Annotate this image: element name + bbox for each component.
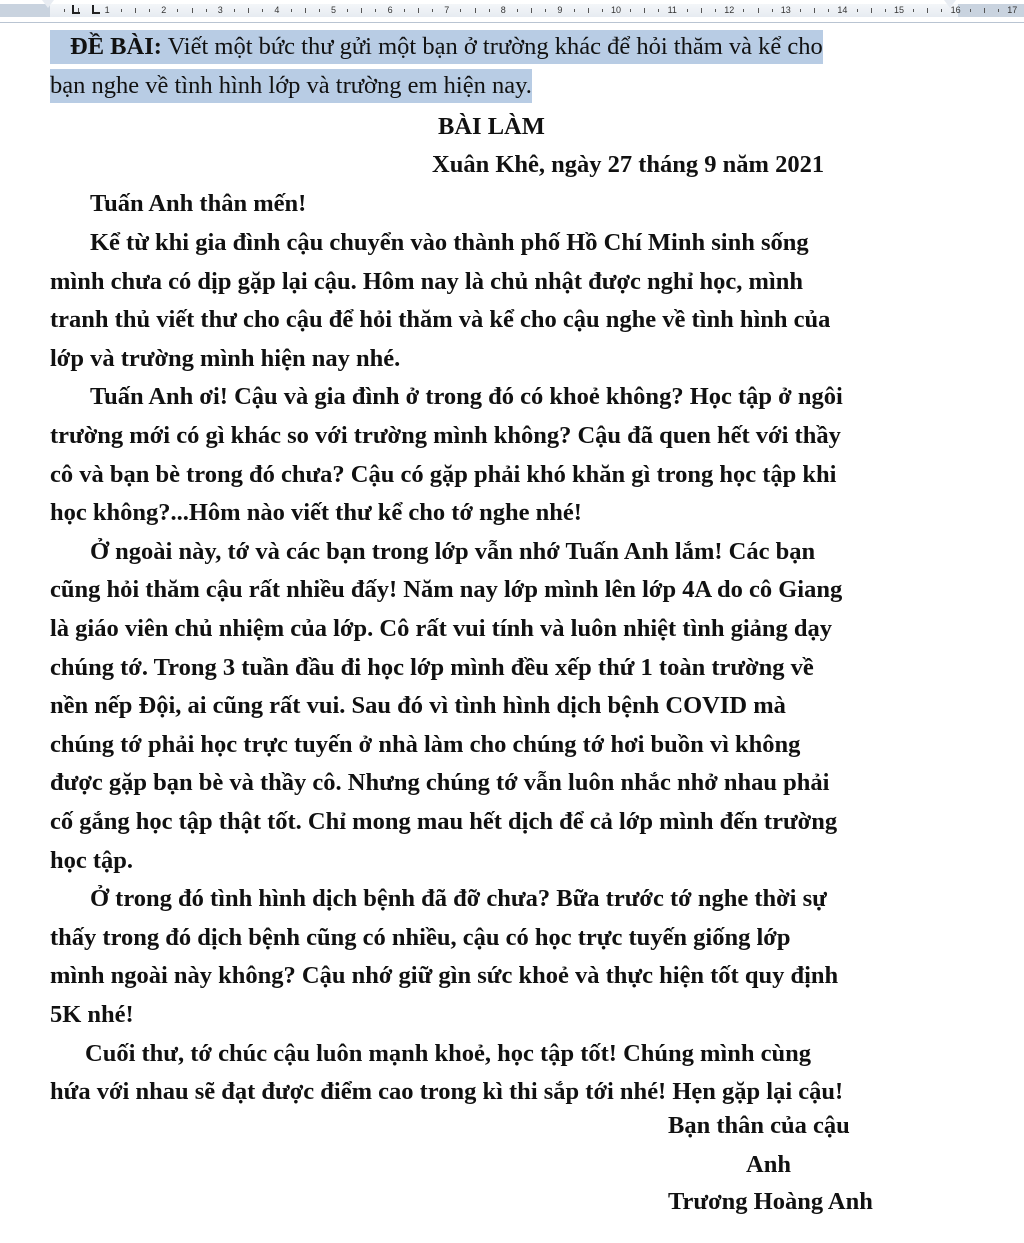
ruler-minor-tick bbox=[319, 9, 320, 12]
assignment-text-1: Viết một bức thư gửi một bạn ở trường khác để hỏi thăm và kể cho bbox=[161, 33, 823, 60]
ruler-number: 3 bbox=[217, 5, 223, 15]
letter-line: thấy trong đó dịch bệnh cũng có nhiều, cậu có học trực tuyến giống lớp bbox=[50, 923, 791, 951]
letter-line: học tập. bbox=[50, 846, 134, 874]
letter-line: 5K nhé! bbox=[50, 1001, 134, 1028]
ruler-number: 15 bbox=[894, 5, 905, 15]
ruler-minor-tick bbox=[432, 9, 433, 12]
ruler-minor-tick bbox=[361, 8, 362, 13]
assignment-label: ĐỀ BÀI: bbox=[70, 33, 162, 60]
letter-line: Kể từ khi gia đình cậu chuyển vào thành phố Hồ Chí Minh sinh sống bbox=[90, 229, 809, 256]
ruler-minor-tick bbox=[262, 9, 263, 12]
assignment-line-2[interactable]: bạn nghe về tình hình lớp và trường em hiện nay. bbox=[50, 69, 532, 103]
ruler-minor-tick bbox=[248, 8, 249, 13]
ruler-number: 7 bbox=[444, 5, 450, 15]
letter-line: được gặp bạn bè và thầy cô. Nhưng chúng tớ vẫn luôn nhắc nhở nhau phải bbox=[50, 769, 830, 797]
letter-line: chúng tớ. Trong 3 tuần đầu đi học lớp mình đều xếp thứ 1 toàn trường về bbox=[50, 653, 814, 681]
ruler-minor-tick bbox=[701, 8, 702, 13]
signature-closing: Bạn thân của cậu bbox=[668, 1112, 850, 1139]
ruler-minor-tick bbox=[913, 9, 914, 12]
ruler-minor-tick bbox=[517, 9, 518, 12]
ruler-minor-tick bbox=[489, 9, 490, 12]
ruler-minor-tick bbox=[687, 9, 688, 12]
letter-line: cũng hỏi thăm cậu rất nhiều đấy! Năm nay lớp mình lên lớp 4A do cô Giang bbox=[50, 576, 843, 604]
ruler-number: 17 bbox=[1007, 5, 1018, 15]
ruler-minor-tick bbox=[291, 9, 292, 12]
ruler-minor-tick bbox=[772, 9, 773, 12]
letter-line: Tuấn Anh ơi! Cậu và gia đình ở trong đó có khoẻ không? Học tập ở ngôi bbox=[90, 383, 843, 411]
ruler-minor-tick bbox=[121, 9, 122, 12]
letter-line: Ở ngoài này, tớ và các bạn trong lớp vẫn nhớ Tuấn Anh lắm! Các bạn bbox=[90, 537, 816, 565]
ruler-number: 8 bbox=[500, 5, 506, 15]
signature-name-short: Anh bbox=[746, 1151, 791, 1178]
ruler-number: 5 bbox=[331, 5, 337, 15]
letter-line: học không?...Hôm nào viết thư kể cho tớ nghe nhé! bbox=[50, 499, 582, 527]
ruler-minor-tick bbox=[192, 8, 193, 13]
ruler-minor-tick bbox=[404, 9, 405, 12]
heading: BÀI LÀM bbox=[438, 113, 545, 140]
ruler-minor-tick bbox=[885, 9, 886, 12]
ruler-minor-tick bbox=[545, 9, 546, 12]
ruler-minor-tick bbox=[206, 9, 207, 12]
ruler-minor-tick bbox=[475, 8, 476, 13]
ruler-minor-tick bbox=[970, 9, 971, 12]
letter-line: trường mới có gì khác so với trường mình không? Cậu đã quen hết với thầy bbox=[50, 422, 841, 449]
ruler-minor-tick bbox=[743, 9, 744, 12]
ruler-number: 2 bbox=[161, 5, 167, 15]
ruler-minor-tick bbox=[814, 8, 815, 13]
ruler-number: 13 bbox=[780, 5, 791, 15]
ruler-number: 4 bbox=[274, 5, 280, 15]
letter-line: mình chưa có dịp gặp lại cậu. Hôm nay là chủ nhật được nghỉ học, mình bbox=[50, 267, 803, 295]
ruler-number: 12 bbox=[724, 5, 735, 15]
ruler-minor-tick bbox=[715, 9, 716, 12]
letter-line: hứa với nhau sẽ đạt được điểm cao trong kì thi sắp tới nhé! Hẹn gặp lại cậu! bbox=[50, 1078, 844, 1106]
ruler-minor-tick bbox=[177, 9, 178, 12]
ruler-minor-tick bbox=[588, 8, 589, 13]
letter-line: chúng tớ phải học trực tuyến ở nhà làm cho chúng tớ hơi buồn vì không bbox=[50, 730, 801, 758]
ruler-minor-tick bbox=[375, 9, 376, 12]
greeting: Tuấn Anh thân mến! bbox=[90, 190, 307, 217]
ruler-minor-tick bbox=[758, 8, 759, 13]
horizontal-ruler[interactable] bbox=[0, 0, 1024, 23]
ruler-minor-tick bbox=[574, 9, 575, 12]
ruler-number: 10 bbox=[611, 5, 622, 15]
letter-line: cố gắng học tập thật tốt. Chỉ mong mau hết dịch để cả lớp mình đến trường bbox=[50, 808, 838, 835]
date-place: Xuân Khê, ngày 27 tháng 9 năm 2021 bbox=[432, 151, 825, 178]
ruler-minor-tick bbox=[828, 9, 829, 12]
ruler-minor-tick bbox=[418, 8, 419, 13]
ruler-number: 1 bbox=[104, 5, 110, 15]
ruler-minor-tick bbox=[927, 8, 928, 13]
letter-line: lớp và trường mình hiện nay nhé. bbox=[50, 344, 401, 372]
ruler-minor-tick bbox=[630, 9, 631, 12]
ruler-minor-tick bbox=[64, 9, 65, 12]
ruler-minor-tick bbox=[998, 9, 999, 12]
letter-line: mình ngoài này không? Cậu nhớ giữ gìn sức khoẻ và thực hiện tốt quy định bbox=[50, 962, 839, 990]
ruler-minor-tick bbox=[305, 8, 306, 13]
ruler-minor-tick bbox=[941, 9, 942, 12]
letter-line: Cuối thư, tớ chúc cậu luôn mạnh khoẻ, học tập tốt! Chúng mình cùng bbox=[85, 1039, 811, 1067]
ruler-minor-tick bbox=[800, 9, 801, 12]
letter-line: cô và bạn bè trong đó chưa? Cậu có gặp phải khó khăn gì trong học tập khi bbox=[50, 460, 837, 488]
ruler-minor-tick bbox=[149, 9, 150, 12]
letter-line: tranh thủ viết thư cho cậu để hỏi thăm và kể cho cậu nghe về tình hình của bbox=[50, 306, 831, 334]
tab-stop-icon[interactable] bbox=[72, 5, 80, 14]
ruler-number: 14 bbox=[837, 5, 848, 15]
ruler-minor-tick bbox=[871, 8, 872, 13]
assignment-line-1[interactable] bbox=[50, 30, 823, 64]
letter-line: Ở trong đó tình hình dịch bệnh đã đỡ chưa? Bữa trước tớ nghe thời sự bbox=[90, 885, 827, 913]
signature-name-full: Trương Hoàng Anh bbox=[668, 1188, 873, 1215]
right-indent-marker[interactable] bbox=[944, 0, 956, 8]
letter-line: là giáo viên chủ nhiệm của lớp. Cô rất vui tính và luôn nhiệt tình giảng dạy bbox=[50, 615, 833, 642]
ruler-number: 11 bbox=[667, 5, 677, 15]
ruler-minor-tick bbox=[644, 8, 645, 13]
ruler-minor-tick bbox=[984, 8, 985, 13]
ruler-number: 6 bbox=[387, 5, 393, 15]
ruler-minor-tick bbox=[135, 8, 136, 13]
ruler-minor-tick bbox=[531, 8, 532, 13]
ruler-minor-tick bbox=[602, 9, 603, 12]
ruler-number: 9 bbox=[557, 5, 563, 15]
letter-line: nền nếp Đội, ai cũng rất vui. Sau đó vì tình hình dịch bệnh COVID mà bbox=[50, 692, 786, 720]
first-line-indent-marker[interactable] bbox=[42, 0, 54, 8]
ruler-minor-tick bbox=[234, 9, 235, 12]
ruler-number: 16 bbox=[950, 5, 961, 15]
ruler-minor-tick bbox=[658, 9, 659, 12]
ruler-minor-tick bbox=[857, 9, 858, 12]
tab-stop-icon[interactable] bbox=[92, 5, 100, 14]
ruler-minor-tick bbox=[460, 9, 461, 12]
ruler-minor-tick bbox=[347, 9, 348, 12]
